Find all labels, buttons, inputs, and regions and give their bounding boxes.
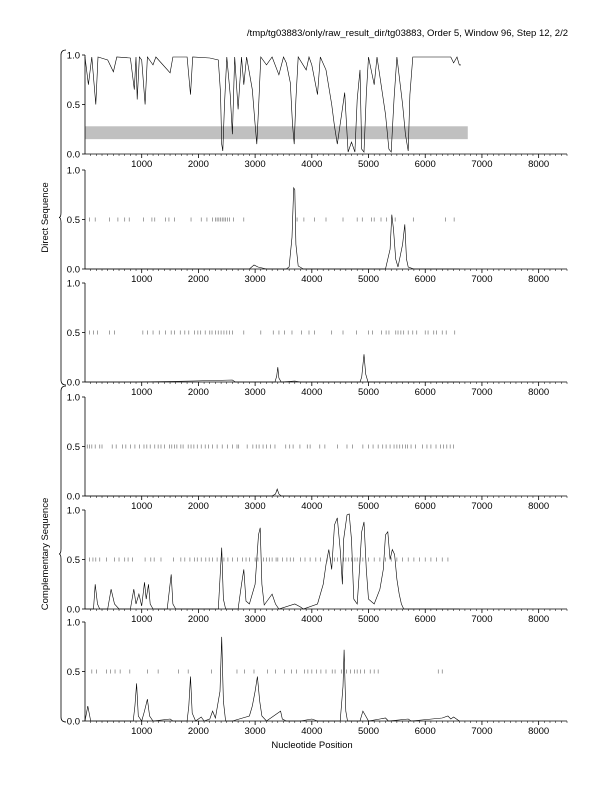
x-tick-label: 3000	[244, 614, 266, 625]
x-tick-label: 3000	[244, 274, 266, 285]
x-tick-label: 8000	[528, 501, 550, 512]
x-tick-label: 5000	[357, 614, 380, 625]
x-tick-label: 7000	[471, 274, 493, 285]
x-tick-label: 6000	[414, 501, 436, 512]
x-axis-label: Nucleotide Position	[271, 740, 353, 751]
y-tick-label: 1.0	[66, 165, 80, 177]
page-title: /tmp/tg03883/only/raw_result_dir/tg03883, Order 5, Window 96, Step 12, 2/2	[246, 28, 568, 39]
x-tick-label: 3000	[244, 159, 266, 170]
y-tick-label: 0.0	[66, 149, 80, 161]
y-tick-label: 1.0	[66, 50, 80, 62]
complementary-sequence-label: Complementary Sequence	[40, 497, 51, 611]
y-tick-label: 0.0	[66, 491, 80, 503]
x-tick-label: 6000	[414, 274, 436, 285]
y-tick-label: 1.0	[66, 505, 80, 517]
x-tick-label: 1000	[131, 614, 153, 625]
y-tick-label: 0.5	[66, 100, 80, 111]
x-tick-label: 7000	[471, 614, 493, 625]
y-tick-label: 0.0	[66, 377, 80, 389]
y-tick-label: 1.0	[66, 392, 80, 404]
y-tick-label: 0.0	[66, 604, 80, 616]
panel-comp-1	[67, 393, 567, 513]
x-tick-label: 4000	[301, 274, 323, 285]
y-tick-label: 1.0	[66, 617, 80, 629]
y-tick-label: 1.0	[66, 278, 80, 290]
x-tick-label: 5000	[357, 501, 380, 512]
x-tick-label: 2000	[187, 159, 209, 170]
band	[85, 126, 468, 139]
series-line	[85, 489, 459, 496]
panel-comp-2	[67, 506, 567, 626]
x-tick-label: 6000	[414, 614, 436, 625]
x-tick-label: 4000	[301, 501, 323, 512]
x-tick-label: 6000	[414, 387, 436, 398]
direct-sequence-label: Direct Sequence	[40, 182, 51, 253]
x-tick-label: 3000	[244, 726, 266, 737]
x-tick-label: 8000	[528, 159, 550, 170]
panel-direct-2	[67, 279, 567, 399]
series-line	[85, 188, 459, 269]
x-tick-label: 1000	[131, 387, 153, 398]
y-tick-label: 0.5	[66, 442, 80, 453]
y-tick-label: 0.5	[66, 555, 80, 566]
series-line	[85, 354, 459, 382]
x-tick-label: 3000	[244, 501, 266, 512]
x-tick-label: 8000	[528, 274, 550, 285]
x-tick-label: 8000	[528, 387, 550, 398]
y-tick-label: 0.0	[66, 264, 80, 276]
x-tick-label: 1000	[131, 159, 153, 170]
complementary-sequence-bracket	[59, 386, 66, 722]
x-tick-label: 1000	[131, 274, 153, 285]
x-tick-label: 4000	[301, 726, 323, 737]
x-tick-label: 2000	[187, 387, 209, 398]
x-tick-label: 2000	[187, 501, 209, 512]
y-tick-label: 0.5	[66, 328, 80, 339]
x-tick-label: 7000	[471, 501, 493, 512]
x-tick-label: 4000	[301, 159, 323, 170]
x-tick-label: 7000	[471, 387, 493, 398]
x-tick-label: 1000	[131, 501, 153, 512]
y-tick-label: 0.5	[66, 667, 80, 678]
x-tick-label: 8000	[528, 614, 550, 625]
panel-overview	[67, 51, 567, 171]
y-tick-label: 0.0	[66, 716, 80, 728]
x-tick-label: 6000	[414, 159, 436, 170]
x-tick-label: 8000	[528, 726, 550, 737]
x-tick-label: 5000	[357, 387, 380, 398]
x-tick-label: 2000	[187, 614, 209, 625]
x-tick-label: 4000	[301, 614, 323, 625]
x-tick-label: 5000	[357, 274, 380, 285]
x-tick-label: 2000	[187, 274, 209, 285]
y-tick-label: 0.5	[66, 215, 80, 226]
x-tick-label: 2000	[187, 726, 209, 737]
panel-comp-3	[67, 618, 567, 738]
series-line	[85, 637, 459, 721]
direct-sequence-bracket	[59, 50, 66, 385]
x-tick-label: 7000	[471, 726, 493, 737]
x-tick-label: 5000	[357, 159, 380, 170]
x-tick-label: 5000	[357, 726, 380, 737]
x-tick-label: 7000	[471, 159, 493, 170]
x-tick-label: 1000	[131, 726, 153, 737]
x-tick-label: 6000	[414, 726, 436, 737]
x-tick-label: 4000	[301, 387, 323, 398]
panel-direct-1	[67, 166, 567, 286]
x-tick-label: 3000	[244, 387, 266, 398]
